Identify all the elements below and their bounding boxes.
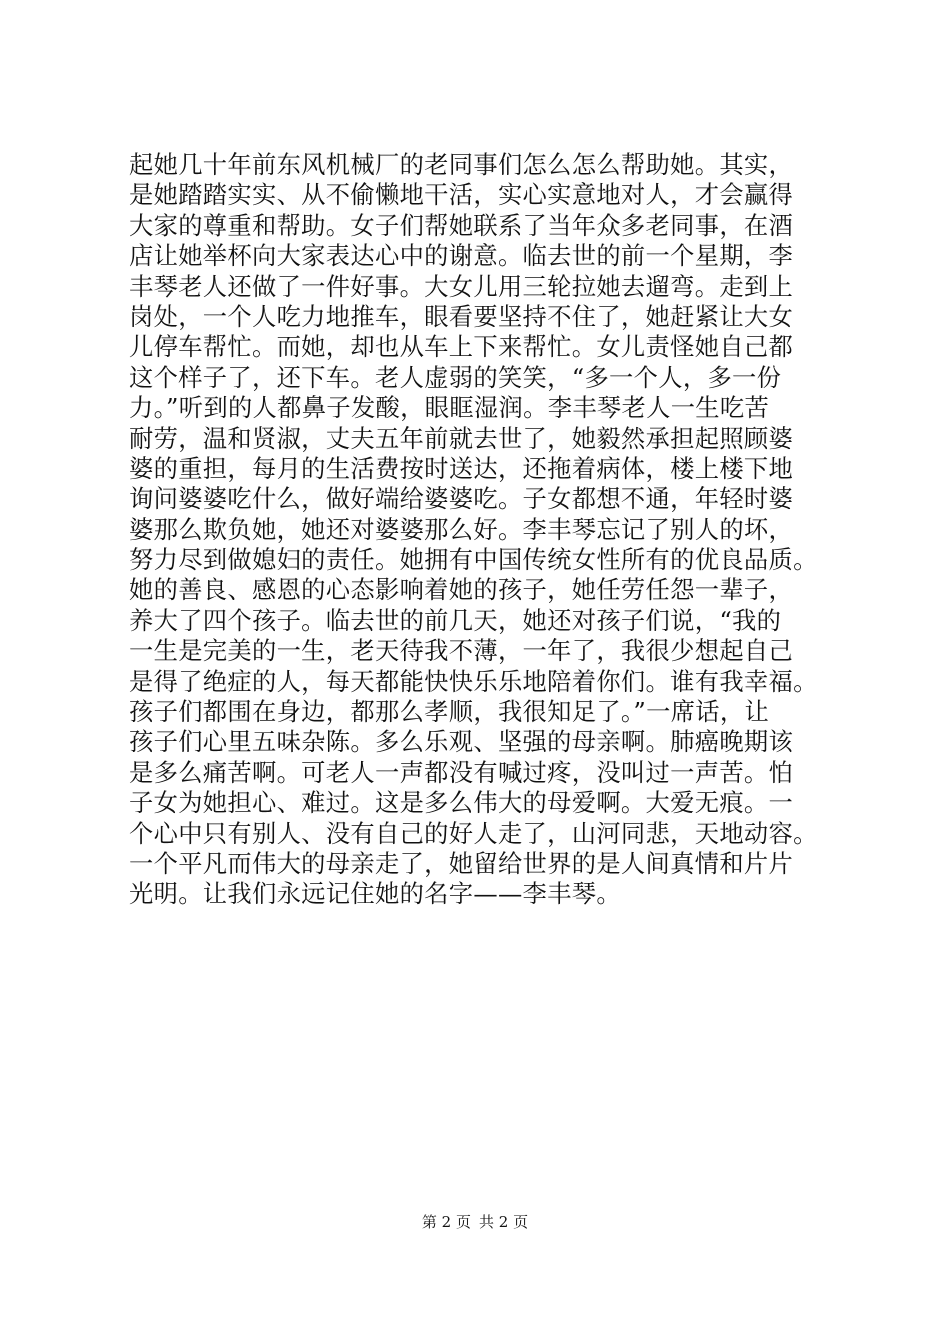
text-line: 儿停车帮忙。而她，却也从车上下来帮忙。女儿责怪她自己都	[129, 332, 794, 362]
text-line: 孩子们都围在身边，都那么孝顺，我很知足了。”一席话，让	[129, 697, 770, 727]
text-line: 个心中只有别人、没有自己的好人走了，山河同悲，天地动容。	[129, 818, 818, 848]
text-line: 询问婆婆吃什么，做好端给婆婆吃。子女都想不通，年轻时婆	[129, 484, 794, 514]
page-footer	[0, 1212, 950, 1232]
text-line: 店让她举杯向大家表达心中的谢意。临去世的前一个星期，李	[129, 241, 794, 271]
page-number: 第 2 页	[421, 1213, 471, 1231]
text-line: 是得了绝症的人，每天都能快快乐乐地陪着你们。谁有我幸福。	[129, 666, 818, 696]
text-line: 孩子们心里五味杂陈。多么乐观、坚强的母亲啊。肺癌晚期该	[129, 727, 794, 757]
text-line: 一生是完美的一生，老天待我不薄，一年了，我很少想起自己	[129, 636, 794, 666]
text-line: 她的善良、感恩的心态影响着她的孩子，她任劳任怨一辈子，	[129, 575, 794, 605]
page-total: 共 2 页	[479, 1213, 529, 1231]
text-line: 是她踏踏实实、从不偷懒地干活，实心实意地对人，才会赢得	[129, 180, 794, 210]
text-line: 大家的尊重和帮助。女子们帮她联系了当年众多老同事，在酒	[129, 210, 794, 240]
text-line: 岗处，一个人吃力地推车，眼看要坚持不住了，她赶紧让大女	[129, 301, 794, 331]
text-line: 婆那么欺负她，她还对婆婆那么好。李丰琴忘记了别人的坏，	[129, 514, 794, 544]
body-text	[129, 150, 849, 910]
text-line: 光明。让我们永远记住她的名字——李丰琴。	[129, 879, 621, 909]
text-line: 这个样子了，还下车。老人虚弱的笑笑，“多一个人，多一份	[129, 362, 782, 392]
text-line: 子女为她担心、难过。这是多么伟大的母爱啊。大爱无痕。一	[129, 788, 794, 818]
text-line: 努力尽到做媳妇的责任。她拥有中国传统女性所有的优良品质。	[129, 545, 818, 575]
text-line: 一个平凡而伟大的母亲走了，她留给世界的是人间真情和片片	[129, 848, 794, 878]
text-line: 力。”听到的人都鼻子发酸，眼眶湿润。李丰琴老人一生吃苦	[129, 393, 770, 423]
text-line: 是多么痛苦啊。可老人一声都没有喊过疼，没叫过一声苦。怕	[129, 757, 794, 787]
text-line: 养大了四个孩子。临去世的前几天，她还对孩子们说，“我的	[129, 605, 782, 635]
text-line: 婆的重担，每月的生活费按时送达，还拖着病体，楼上楼下地	[129, 453, 794, 483]
text-line: 丰琴老人还做了一件好事。大女儿用三轮拉她去遛弯。走到上	[129, 271, 794, 301]
text-line: 耐劳，温和贤淑，丈夫五年前就去世了，她毅然承担起照顾婆	[129, 423, 794, 453]
text-line: 起她几十年前东风机械厂的老同事们怎么怎么帮助她。其实，	[129, 150, 794, 179]
